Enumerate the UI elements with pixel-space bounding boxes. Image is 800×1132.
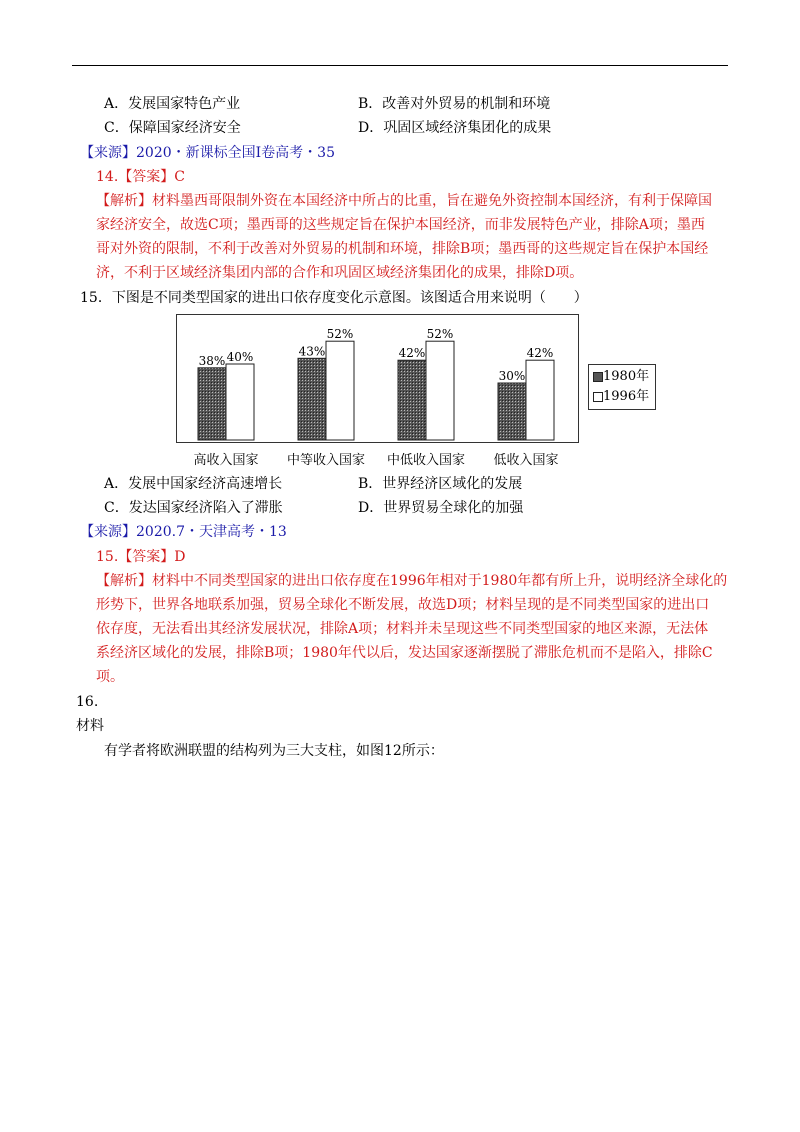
category-label: 低收入国家 [493, 453, 559, 468]
bar-1980 [198, 368, 226, 440]
q14-analysis-line: 【解析】材料墨西哥限制外资在本国经济中所占的比重，旨在避免外资控制本国经济，有利于保障国 [96, 193, 712, 209]
q14-answer: 14.【答案】C [96, 169, 185, 185]
header-rule [72, 65, 728, 66]
q15-answer: 15.【答案】D [96, 549, 186, 565]
bar-1980 [298, 358, 326, 440]
q13-source: 【来源】2020・新课标全国Ⅰ卷高考・35 [80, 145, 335, 161]
dependency-bar-chart [176, 314, 596, 470]
q16-number: 16. [76, 694, 99, 710]
q15-option-d: D．世界贸易全球化的加强 [358, 500, 524, 516]
data-label: 42% [526, 346, 554, 361]
legend-item-1996 [593, 389, 649, 405]
chart-legend [588, 364, 656, 410]
q14-analysis-line: 哥对外资的限制，不利于改善对外贸易的机制和环境，排除B项；墨西哥的这些规定旨在保护本国经 [96, 241, 709, 257]
q15-analysis-line: 项。 [96, 669, 124, 685]
data-label: 38% [198, 353, 226, 368]
q16-material-label: 材料 [76, 718, 104, 734]
q13-option-a: A．发展国家特色产业 [104, 96, 241, 112]
q15-analysis-line: 依存度，无法看出其经济发展状况，排除A项；材料并未呈现这些不同类型国家的地区来源，无法体 [96, 621, 709, 637]
q15-option-a: A．发展中国家经济高速增长 [104, 476, 283, 492]
legend-swatch-1980 [593, 372, 603, 382]
data-label: 42% [398, 346, 426, 361]
bar-1996 [326, 341, 354, 440]
legend-swatch-1996 [593, 392, 603, 402]
q13-option-d: D．巩固区域经济集团化的成果 [358, 120, 552, 136]
data-label: 52% [426, 327, 454, 342]
bar-1996 [526, 360, 554, 440]
bar-1996 [226, 364, 254, 440]
q15-analysis-line: 【解析】材料中不同类型国家的进出口依存度在1996年相对于1980年都有所上升，说明经济全球化的 [96, 573, 728, 589]
q13-option-c: C．保障国家经济安全 [104, 120, 241, 136]
legend-label-1996: 1996年 [603, 389, 650, 404]
q15-stem: 15．下图是不同类型国家的进出口依存度变化示意图。该图适合用来说明（ ） [80, 290, 588, 306]
legend-item-1980 [593, 369, 649, 385]
data-label: 40% [226, 350, 254, 364]
q13-option-b: B．改善对外贸易的机制和环境 [358, 96, 551, 112]
bar-1980 [498, 383, 526, 440]
q14-analysis-line: 家经济安全，故选C项；墨西哥的这些规定旨在保护本国经济，而非发展特色产业，排除A项；墨西 [96, 217, 705, 233]
bar-1980 [398, 360, 426, 440]
data-label: 52% [326, 327, 354, 342]
data-label: 43% [298, 344, 326, 359]
category-label: 中等收入国家 [286, 453, 366, 468]
q15-analysis-line: 形势下，世界各地联系加强，贸易全球化不断发展，故选D项；材料呈现的是不同类型国家的进出口 [96, 597, 710, 613]
category-label: 中低收入国家 [386, 453, 466, 468]
q15-source: 【来源】2020.7・天津高考・13 [80, 524, 287, 540]
data-label: 30% [498, 369, 526, 383]
legend-label-1980: 1980年 [603, 369, 650, 384]
q15-option-b: B．世界经济区域化的发展 [358, 476, 523, 492]
q15-option-c: C．发达国家经济陷入了滞胀 [104, 500, 283, 516]
bar-1996 [426, 341, 454, 440]
q14-analysis-line: 济，不利于区域经济集团内部的合作和巩固区域经济集团化的成果，排除D项。 [96, 265, 584, 281]
q16-material-text: 有学者将欧洲联盟的结构列为三大支柱，如图12所示： [104, 743, 444, 759]
q15-analysis-line: 系经济区域化的发展，排除B项；1980年代以后，发达国家逐渐摆脱了滞胀危机而不是陷入，排除C [96, 645, 713, 661]
category-label: 高收入国家 [193, 453, 259, 468]
